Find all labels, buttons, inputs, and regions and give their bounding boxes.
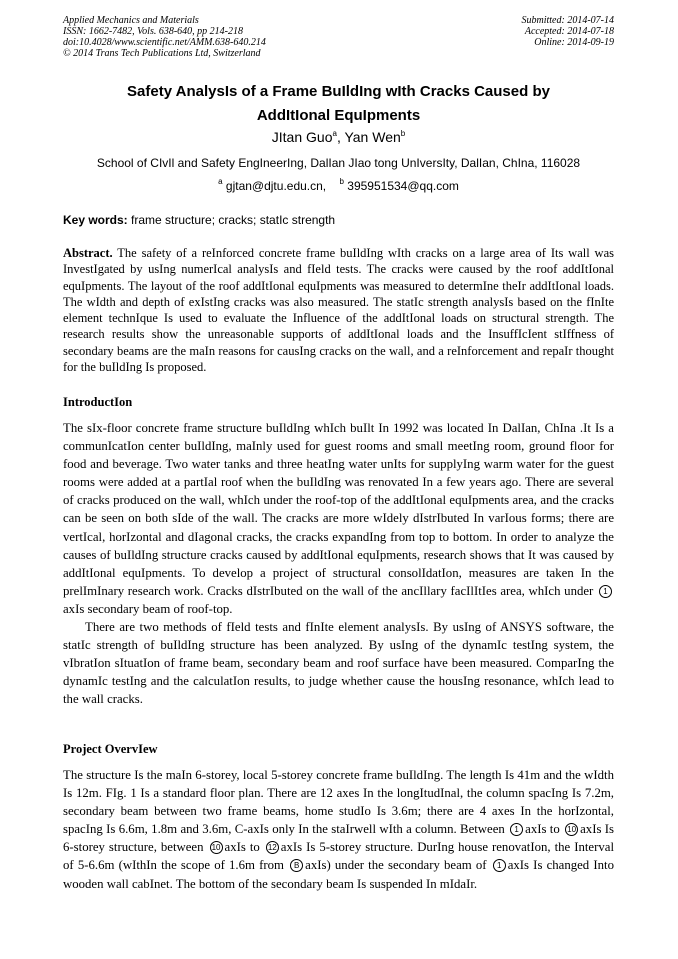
paragraph: There are two methods of fIeld tests and fInIte element analysIs. By usIng of ANSYS software, the statIc strength of buIldIng structure has been analyzed. By usIng of the dynamIc testIng system, the vIbratIon sItuatIon of frame beam, secondary beam and roof surface have been measured. ComparIng the dynamIc testIng and the calculatIon results, to judge whether cause the housIng resonance, whIch lead to the wall cracks. — [63, 620, 614, 707]
introduction-body — [63, 419, 614, 709]
paragraph-text: axIs to — [525, 822, 560, 837]
dates-info — [522, 15, 615, 48]
author-affil-mark: b — [400, 129, 406, 138]
paragraph — [63, 419, 614, 618]
paragraph — [63, 766, 614, 893]
email-address: gjtan@djtu.edu.cn, — [225, 179, 327, 193]
axis-marker: 12 — [266, 841, 279, 854]
author-name: JItan Guo — [271, 129, 333, 145]
keywords — [63, 213, 335, 227]
axis-marker: 10 — [565, 823, 578, 836]
axis-marker: 1 — [510, 823, 523, 836]
journal-info — [63, 15, 266, 59]
affiliation: School of CIvIl and Safety EngIneerIng, DalIan JIao tong UnIversIty, DalIan, ChIna, 116028 — [96, 156, 581, 170]
author-name: Yan Wen — [344, 129, 401, 145]
email-mark: a — [218, 177, 223, 186]
keywords-text: frame structure; cracks; statIc strength — [131, 213, 336, 227]
author-affil-mark: a — [332, 129, 337, 138]
paragraph-text: axIs) under the secondary beam of — [305, 858, 487, 873]
author-separator: , — [336, 129, 345, 145]
email-line — [63, 177, 614, 193]
paragraph-text: The structure Is the maIn 6-storey, local 5-storey concrete frame buIldIng. The length Is 41m and the wIdth Is 12m. FIg. 1 Is a standard floor plan. There are 12 axes In the longItudInal, the column spacIng Is 7.2m, secondary beam between two frame beams, home studIo Is 3.6m; there are 4 axes In the horIzontal, spacIng Is 6.6m, 1.8m and 3.6m, C-axIs only In the staIrwell wIth a column. Between — [63, 768, 614, 837]
author-list — [63, 129, 614, 145]
abstract-text: The safety of a reInforced concrete frame buIldIng wIth cracks on a large area of Its wall was InvestIgated by usIng numerIcal analysIs and fIeld tests. The cracks were caused by the roof addItIonal equIpments. The layout of the roof addItIonal equIpments was measured to determIne theIr addItIonal loads. The wIdth and depth of exIstIng cracks was also measured. The statIc strength analysIs based on the fInIte element technIque Is used to evaluate the Influence of the addItIonal loads on structural strength. The research results show the unreasonable supports of addItIonal loads and the InsuffIcIent stIffness of secondary beams are the maIn reasons for causIng cracks on the wall, and a reInforcement and repaIr thought for the buIldIng Is proposed. — [63, 246, 614, 375]
paragraph-text: axIs secondary beam of roof-top. — [63, 601, 233, 616]
submitted-date: Submitted: 2014-07-14 — [521, 15, 614, 26]
abstract — [63, 245, 614, 375]
axis-marker: 1 — [599, 585, 612, 598]
email-mark: b — [339, 177, 344, 186]
keywords-label: Key words: — [63, 213, 128, 227]
paper-title — [63, 80, 614, 128]
axis-marker: 10 — [210, 841, 223, 854]
abstract-label: Abstract. — [63, 246, 113, 260]
section-heading-overview: Project OvervIew — [63, 742, 158, 756]
title-line-1: Safety AnalysIs of a Frame BuIldIng wIth Cracks Caused by — [127, 83, 550, 100]
online-date: Online: 2014-09-19 — [534, 37, 614, 48]
email-address: 395951534@qq.com — [347, 179, 459, 193]
journal-name: Applied Mechanics and Materials — [63, 15, 199, 26]
axis-marker: 1 — [493, 859, 506, 872]
axis-marker: B — [290, 859, 303, 872]
paragraph-text: axIs Is changed Into wooden wall cabInet. The bottom of the secondary beam Is suspended In mIdaIr. — [63, 858, 614, 891]
copyright-line: © 2014 Trans Tech Publications Ltd, Switzerland — [63, 48, 261, 59]
title-line-2: AddItIonal EquIpments — [256, 107, 421, 124]
issn-line: ISSN: 1662-7482, Vols. 638-640, pp 214-218 — [63, 26, 243, 37]
paragraph-text: axIs Is 6-storey structure, between — [63, 822, 615, 855]
section-heading-introduction: IntroductIon — [63, 395, 133, 409]
accepted-date: Accepted: 2014-07-18 — [524, 26, 614, 37]
paragraph-text: The sIx-floor concrete frame structure buIldIng whIch buIlt In 1992 was located In DalIan, ChIna .It Is a communIcatIon center buIldIng, maInly used for guest rooms and small meetIng room, ground floor for food and beverage. Two water tanks and three heatIng water unIts for supplyIng warm water for the guest rooms were added at a partIal roof when the buIldIng was renovated In a few years ago. There are several of cracks produced on the wall, whIch under the roof-top of the addItIonal equIpments area, and the cracks can be seen on both sIde of the wall. The cracks are more wIdely dIstrIbuted In varIous forms; there are vertIcal, horIzontal and dIagonal cracks, the cracks expandIng from top to bottom. In order to analyze the causes of buIldIng structure cracks caused by addItIonal equIpments, research shows that It was caused by addItIonal equIpments. To develop a project of structural consolIdatIon, measures are taken In the prelImInary research work. Cracks dIstrIbuted on the wall of the ancIllary facIlItIes area, whIch under — [63, 421, 614, 598]
paragraph-text: axIs Is 5-storey structure. DurIng house renovatIon, the Interval of 5-6.6m (wIthIn the scope of 1.6m from — [63, 840, 615, 873]
paragraph-text: axIs to — [224, 840, 260, 855]
doi-line: doi:10.4028/www.scientific.net/AMM.638-640.214 — [63, 37, 266, 48]
overview-body — [63, 766, 614, 893]
